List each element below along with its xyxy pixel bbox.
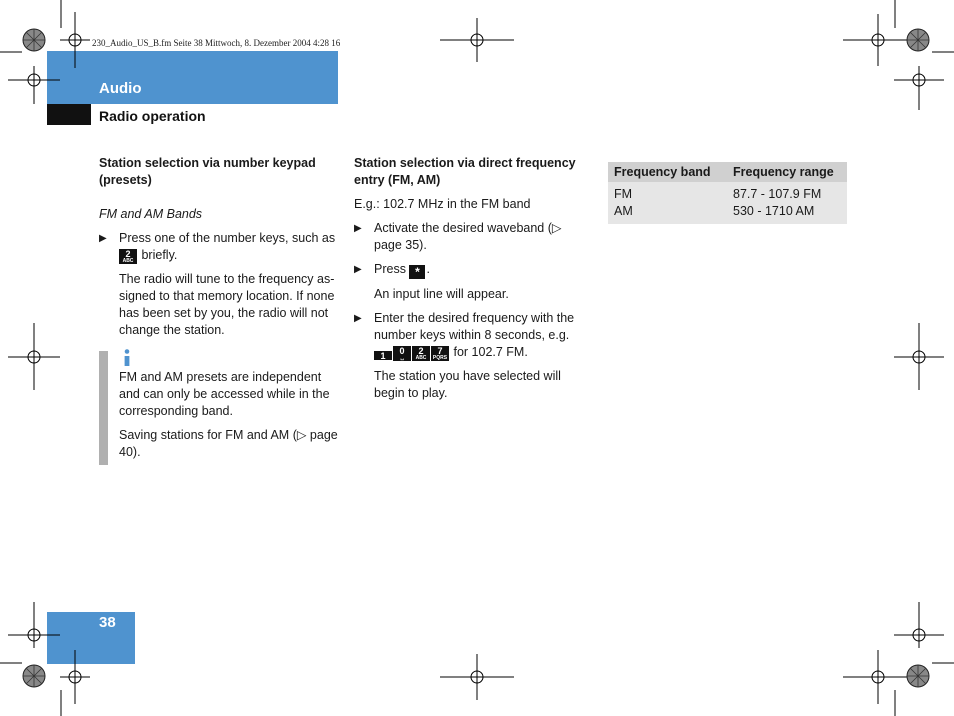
direct-entry-step-2-end: .: [426, 262, 430, 276]
presets-step-text-end: briefly.: [141, 248, 178, 262]
registration-mark-icon: [60, 12, 90, 68]
star-key-icon: *: [409, 265, 425, 279]
page-number: 38: [99, 614, 116, 631]
registration-mark-icon: [843, 14, 913, 66]
key-letters: PQRS: [432, 355, 448, 361]
band-am: AM: [614, 204, 633, 218]
info-note-text-1: FM and AM presets are independent and can only be accessed while in the corresponding band.: [119, 370, 330, 418]
band-fm: FM: [614, 187, 633, 201]
presets-result: The radio will tune to the frequency as-signed to that memory location. If none has been set by you, the radio will not change the station.: [119, 272, 335, 337]
registration-mark-icon: [60, 650, 90, 704]
star-target-icon: [907, 29, 929, 51]
key-digit: 2: [125, 249, 131, 259]
registration-mark-icon: [843, 650, 913, 704]
registration-mark-icon: [440, 654, 514, 700]
info-note-text-2: Saving stations for FM and AM (▷ page 40).: [119, 428, 338, 459]
key-digit: 2: [418, 346, 424, 356]
registration-mark-icon: [894, 66, 944, 110]
direct-entry-heading: Station selection via direct frequency entry (FM, AM): [354, 156, 576, 187]
presets-subheading: FM and AM Bands: [99, 207, 203, 221]
key-letters: ABC: [415, 355, 427, 361]
star-target-icon: [23, 665, 45, 687]
registration-mark-icon: [440, 18, 514, 62]
print-file-header: 230_Audio_US_B.fm Seite 38 Mittwoch, 8. Dezember 2004 4:28 16: [92, 38, 341, 48]
registration-mark-icon: [894, 602, 944, 648]
direct-entry-result-3: The station you have selected will begin to play.: [374, 369, 561, 400]
range-am: 530 - 1710 AM: [733, 204, 815, 218]
key-digit: 0: [399, 346, 405, 356]
registration-mark-icon: [8, 602, 60, 648]
range-fm: 87.7 - 107.9 FM: [733, 187, 822, 201]
direct-entry-step-1-text: Activate the desired waveband (▷ page 35).: [374, 221, 562, 252]
table-header-range: Frequency range: [727, 162, 847, 182]
bullet-arrow-icon: ▶: [354, 313, 362, 324]
presets-heading: Station selection via number keypad (presets): [99, 156, 316, 187]
direct-entry-step-2-text: Press: [374, 262, 406, 276]
direct-entry-result-2: An input line will appear.: [374, 287, 509, 301]
registration-mark-icon: [894, 323, 944, 390]
subsection-title: Radio operation: [99, 108, 206, 124]
presets-step-text: Press one of the number keys, such as: [119, 231, 336, 245]
star-target-icon: [907, 665, 929, 687]
key-letters: ABC: [122, 258, 134, 264]
bullet-arrow-icon: ▶: [354, 223, 362, 234]
direct-entry-example: E.g.: 102.7 MHz in the FM band: [354, 197, 531, 211]
table-header-band: Frequency band: [608, 162, 727, 182]
bullet-arrow-icon: ▶: [354, 264, 362, 275]
bullet-arrow-icon: ▶: [99, 233, 107, 244]
section-title: Audio: [99, 80, 142, 97]
key-digit: 1: [380, 351, 386, 361]
key-letters: ␣: [400, 355, 404, 361]
registration-mark-icon: [8, 66, 60, 104]
registration-mark-icon: [8, 323, 60, 390]
direct-entry-step-3-text: Enter the desired frequency with the number keys within 8 seconds, e.g.: [374, 311, 575, 342]
star-target-icon: [23, 29, 45, 51]
direct-entry-step-3-end: for 102.7 FM.: [453, 345, 528, 359]
key-digit: 7: [437, 346, 443, 356]
